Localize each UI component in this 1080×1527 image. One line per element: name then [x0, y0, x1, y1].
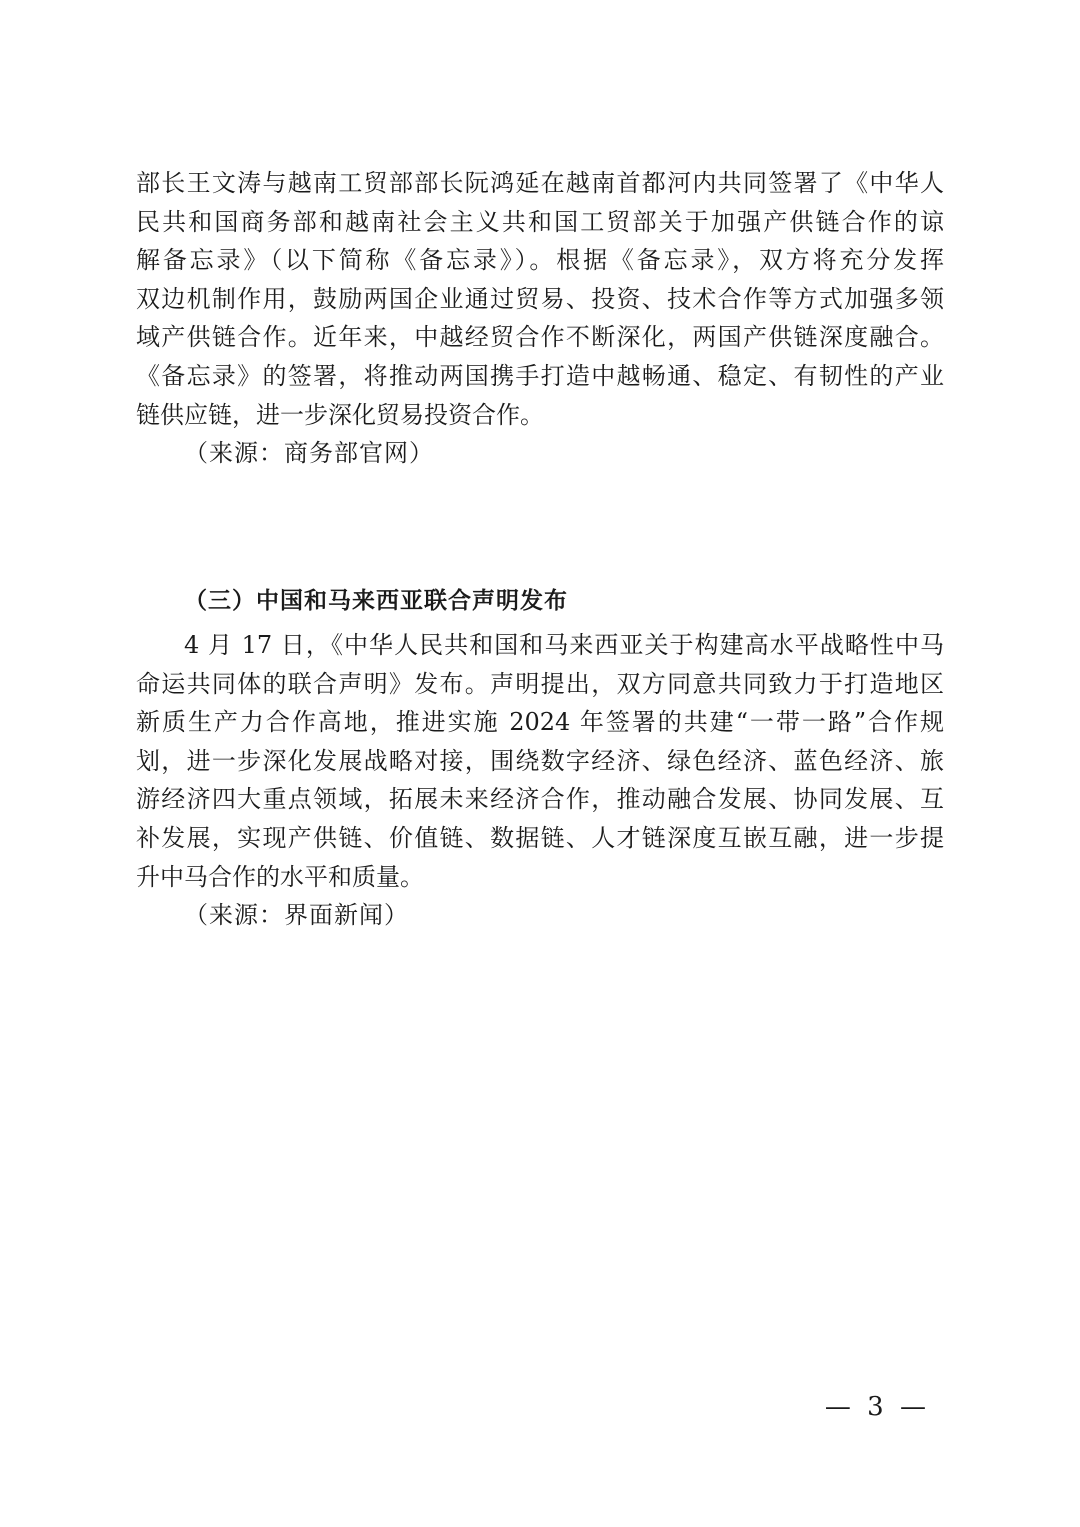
paragraph-line: 民共和国商务部和越南社会主义共和国工贸部关于加强产供链合作的谅 [136, 207, 944, 236]
paragraph-line: 部长王文涛与越南工贸部部长阮鸿延在越南首都河内共同签署了《中华人 [136, 169, 944, 197]
paragraph-line: 双边机制作用，鼓励两国企业通过贸易、投资、技术合作等方式加强多领 [136, 284, 944, 313]
paragraph-line: 4 月 17 日，《中华人民共和国和马来西亚关于构建高水平战略性中马 [184, 631, 944, 659]
paragraph-vietnam-mou [136, 164, 944, 473]
source-note: （来源：商务部官网） [184, 439, 434, 468]
paragraph-line: 《备忘录》的签署，将推动两国携手打造中越畅通、稳定、有韧性的产业 [136, 361, 944, 390]
paragraph-line: 解备忘录》（以下简称《备忘录》）。根据《备忘录》，双方将充分发挥 [136, 246, 944, 275]
section-heading: （三）中国和马来西亚联合声明发布 [184, 588, 568, 614]
paragraph-line: 升中马合作的水平和质量。 [136, 862, 424, 891]
paragraph-line: 域产供链合作。近年来，中越经贸合作不断深化，两国产供链深度融合。 [136, 323, 944, 352]
source-note: （来源：界面新闻） [184, 901, 409, 930]
paragraph-line: 划，进一步深化发展战略对接，围绕数字经济、绿色经济、蓝色经济、旅 [136, 746, 944, 775]
paragraph-line: 游经济四大重点领域，拓展未来经济合作，推动融合发展、协同发展、互 [136, 785, 944, 814]
page-number: — 3 — [824, 1392, 930, 1422]
paragraph-line: 补发展，实现产供链、价值链、数据链、人才链深度互嵌互融，进一步提 [136, 823, 944, 852]
paragraph-line: 链供应链，进一步深化贸易投资合作。 [136, 400, 544, 429]
paragraph-line: 命运共同体的联合声明》发布。声明提出，双方同意共同致力于打造地区 [136, 669, 944, 698]
section-heading-block [136, 582, 944, 621]
paragraph-malaysia-statement [136, 626, 944, 935]
paragraph-line: 新质生产力合作高地，推进实施 2024 年签署的共建“一带一路”合作规 [136, 708, 944, 737]
